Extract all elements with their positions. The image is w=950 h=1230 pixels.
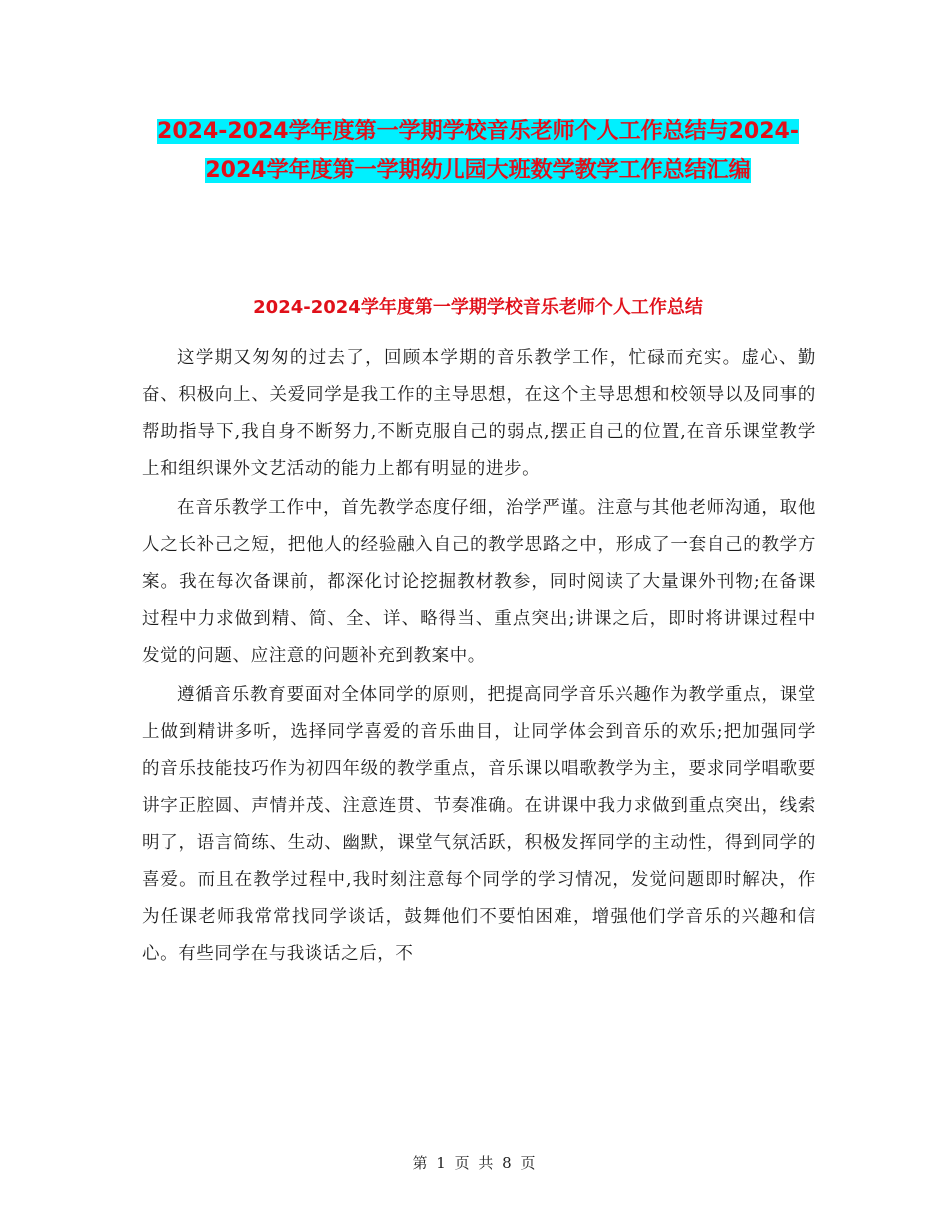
body-text [142,340,816,975]
paragraph-1: 这学期又匆匆的过去了，回顾本学期的音乐教学工作，忙碌而充实。虚心、勤奋、积极向上、关爱同学是我工作的主导思想，在这个主导思想和校领导以及同事的帮助指导下,我自身不断努力,不断克服自己的弱点,摆正自己的位置,在音乐课堂教学上和组织课外文艺活动的能力上都有明显的进步。 [142,348,816,479]
page-footer: 第 1 页 共 8 页 [412,1154,538,1172]
paragraph-2: 在音乐教学工作中，首先教学态度仔细，治学严谨。注意与其他老师沟通，取他人之长补己之短，把他人的经验融入自己的教学思路之中，形成了一套自己的教学方案。我在每次备课前，都深化讨论挖掘教材教参，同时阅读了大量课外刊物;在备课过程中力求做到精、简、全、详、略得当、重点突出;讲课之后，即时将讲课过程中发觉的问题、应注意的问题补充到教案中。 [142,498,816,666]
document-title [140,112,816,190]
paragraph-3: 遵循音乐教育要面对全体同学的原则，把提高同学音乐兴趣作为教学重点，课堂上做到精讲多听，选择同学喜爱的音乐曲目，让同学体会到音乐的欢乐;把加强同学的音乐技能技巧作为初四年级的教学重点，音乐课以唱歌教学为主，要求同学唱歌要讲字正腔圆、声情并茂、注意连贯、节奏准确。在讲课中我力求做到重点突出，线索明了，语言简练、生动、幽默，课堂气氛活跃，积极发挥同学的主动性，得到同学的喜爱。而且在教学过程中,我时刻注意每个同学的学习情况，发觉问题即时解决，作为任课老师我常常找同学谈话，鼓舞他们不要怕困难，增强他们学音乐的兴趣和信心。有些同学在与我谈话之后，不 [142,685,816,964]
document-title-text: 2024-2024学年度第一学期学校音乐老师个人工作总结与2024-2024学年度第一学期幼儿园大班数学教学工作总结汇编 [157,119,799,183]
section-heading: 2024-2024学年度第一学期学校音乐老师个人工作总结 [253,297,703,318]
